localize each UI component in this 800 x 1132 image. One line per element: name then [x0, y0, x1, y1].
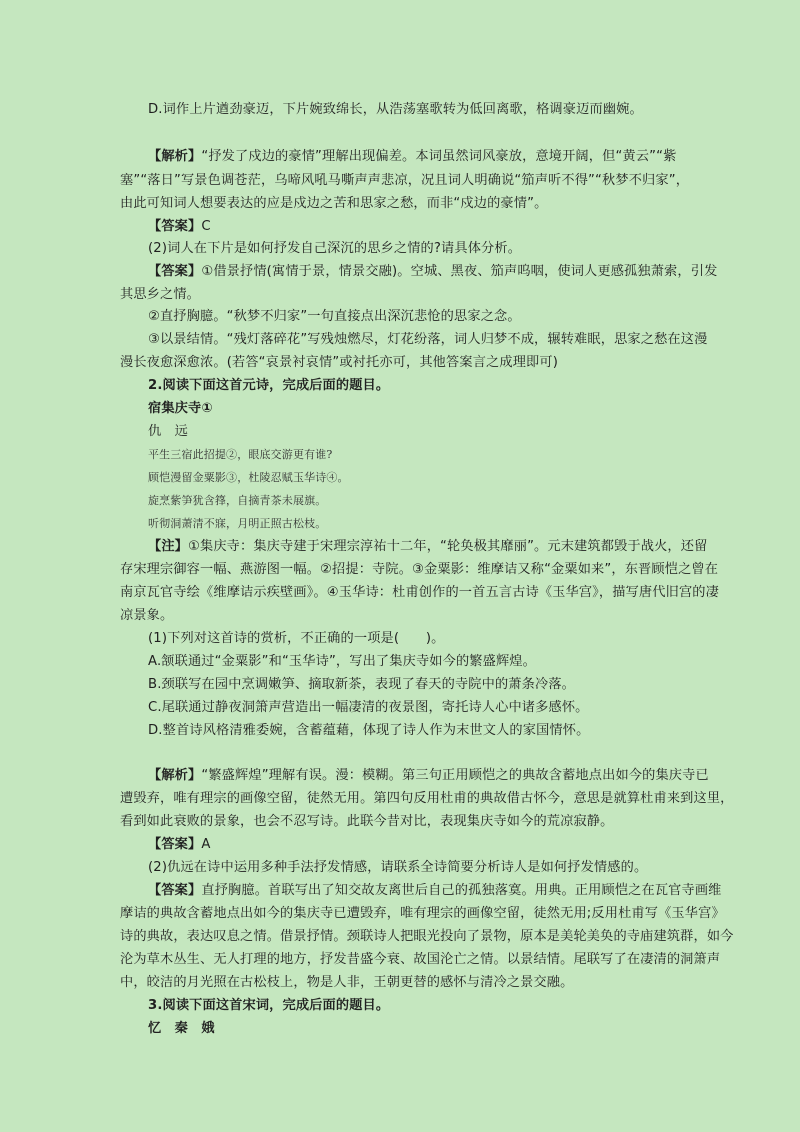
answer-line: 【答案】直抒胸臆。首联写出了知交故友离世后自己的孤独落寞。用典。正用顾恺之在瓦官寺画维	[148, 883, 722, 898]
option-a-line: A.颔联通过“金粟影”和“玉华诗”，写出了集庆寺如今的繁盛辉煌。	[148, 654, 536, 669]
bracket-label: 【注】	[148, 539, 189, 554]
bracket-label: 【答案】	[148, 837, 202, 852]
answer-line: 【答案】A	[148, 837, 211, 852]
option-c-line: C.尾联通过静夜洞箫声营造出一幅凄清的夜景图，寄托诗人心中诸多感怀。	[148, 700, 589, 715]
bracket-label: 【答案】	[148, 219, 202, 234]
poem-title: 忆 秦 娥	[148, 1021, 215, 1036]
answer-line: ③以景结情。“残灯落碎花”写残烛燃尽，灯花纷落，词人归梦不成，辗转难眠，思家之愁在这漫	[148, 332, 708, 347]
answer-line: 【答案】C	[148, 219, 211, 234]
answer-line: 【答案】①借景抒情(寓情于景，情景交融)。空城、黑夜、笳声呜咽，使词人更感孤独萧索，引发	[148, 264, 718, 279]
poem-line: 听彻洞萧清不寐，月明正照古松枝。	[148, 517, 327, 530]
option-b-line: B.颈联写在园中烹调嫩笋、摘取新茶，表现了春天的寺院中的萧条冷落。	[148, 677, 575, 692]
analysis-line: 看到如此衰败的景象，也会不忍写诗。此联今昔对比，表现集庆寺如今的荒凉寂静。	[120, 814, 614, 829]
answer-line: 漫长夜愈深愈浓。(若答“哀景衬哀情”或衬托亦可，其他答案言之成理即可)	[120, 355, 559, 370]
question-line: (2)词人在下片是如何抒发自己深沉的思乡之情的?请具体分析。	[148, 241, 522, 256]
poem-line: 顾恺漫留金粟影③，杜陵忍赋玉华诗④。	[148, 471, 349, 484]
question-line: (1)下列对这首诗的赏析，不正确的一项是( )。	[148, 631, 445, 646]
answer-line: ②直抒胸臆。“秋梦不归家”一句直接点出深沉悲怆的思家之念。	[148, 309, 521, 324]
section-heading: 2.阅读下面这首元诗，完成后面的题目。	[148, 378, 390, 393]
analysis-line: 遭毁弃，唯有理宗的画像空留，徒然无用。第四句反用杜甫的典故借古怀今，意思是就算杜甫来到这里，	[120, 791, 734, 806]
option-d-line: D.词作上片遒劲豪迈，下片婉致绵长，从浩荡塞歌转为低回离歌，格调豪迈而幽婉。	[148, 102, 643, 117]
question-line: (2)仇远在诗中运用多种手法抒发情感，请联系全诗简要分析诗人是如何抒发情感的。	[148, 860, 648, 875]
note-line: 存宋理宗御容一幅、燕游图一幅。②招提：寺院。③金粟影：维摩诘又称“金粟如来”，东晋顾恺之曾在	[120, 562, 719, 577]
analysis-line: 由此可知词人想要表达的应是戍边之苦和思家之愁，而非“戍边的豪情”。	[120, 196, 548, 211]
option-d-line: D.整首诗风格清雅委婉，含蓄蕴藉，体现了诗人作为末世文人的家国情怀。	[148, 723, 590, 738]
poem-line: 旋烹紫笋犹含箨，自摘青茶未展旗。	[148, 494, 327, 507]
answer-line: 诗的典故，表达叹息之情。借景抒情。颈联诗人把眼光投向了景物，原本是美轮美奂的寺庙建筑群，如今	[120, 929, 734, 944]
bracket-label: 【解析】	[148, 768, 202, 783]
answer-line: 沦为草木丛生、无人打理的地方，抒发昔盛今衰、故国沦亡之情。以景结情。尾联写了在凄清的洞箫声	[120, 952, 721, 967]
bracket-label: 【解析】	[148, 149, 202, 164]
section-heading: 3.阅读下面这首宋词，完成后面的题目。	[148, 998, 390, 1013]
poem-title: 宿集庆寺①	[148, 401, 213, 416]
analysis-line: 【解析】“抒发了戍边的豪情”理解出现偏差。本词虽然词风豪放，意境开阔，但“黄云”“紫	[148, 149, 677, 164]
note-line: 【注】①集庆寺：集庆寺建于宋理宗淳祐十二年，“轮奂极其靡丽”。元末建筑都毁于战火，还留	[148, 539, 708, 554]
poem-author: 仇 远	[148, 424, 189, 439]
poem-line: 平生三宿此招提②，眼底交游更有谁?	[148, 448, 333, 461]
answer-line: 其思乡之情。	[120, 287, 201, 302]
analysis-line: 【解析】“繁盛辉煌”理解有误。漫：模糊。第三句正用顾恺之的典故含蓄地点出如今的集庆寺已	[148, 768, 709, 783]
bracket-label: 【答案】	[148, 883, 202, 898]
answer-line: 摩诘的典故含蓄地点出如今的集庆寺已遭毁弃，唯有理宗的画像空留，徒然无用;反用杜甫写《玉华宫》	[120, 906, 725, 921]
note-line: 南京瓦官寺绘《维摩诘示疾壁画》。④玉华诗：杜甫创作的一首五言古诗《玉华宫》，描写唐代旧宫的凄	[120, 585, 719, 600]
answer-line: 中，皎洁的月光照在古松枝上，物是人非，王朝更替的感怀与清冷之景交融。	[120, 975, 574, 990]
bracket-label: 【答案】	[148, 264, 202, 279]
analysis-line: 塞”“落日”写景色调苍茫，乌啼风吼马嘶声声悲凉，况且词人明确说“笳声听不得”“秋梦不归家”，	[120, 173, 690, 188]
note-line: 凉景象。	[120, 608, 174, 623]
